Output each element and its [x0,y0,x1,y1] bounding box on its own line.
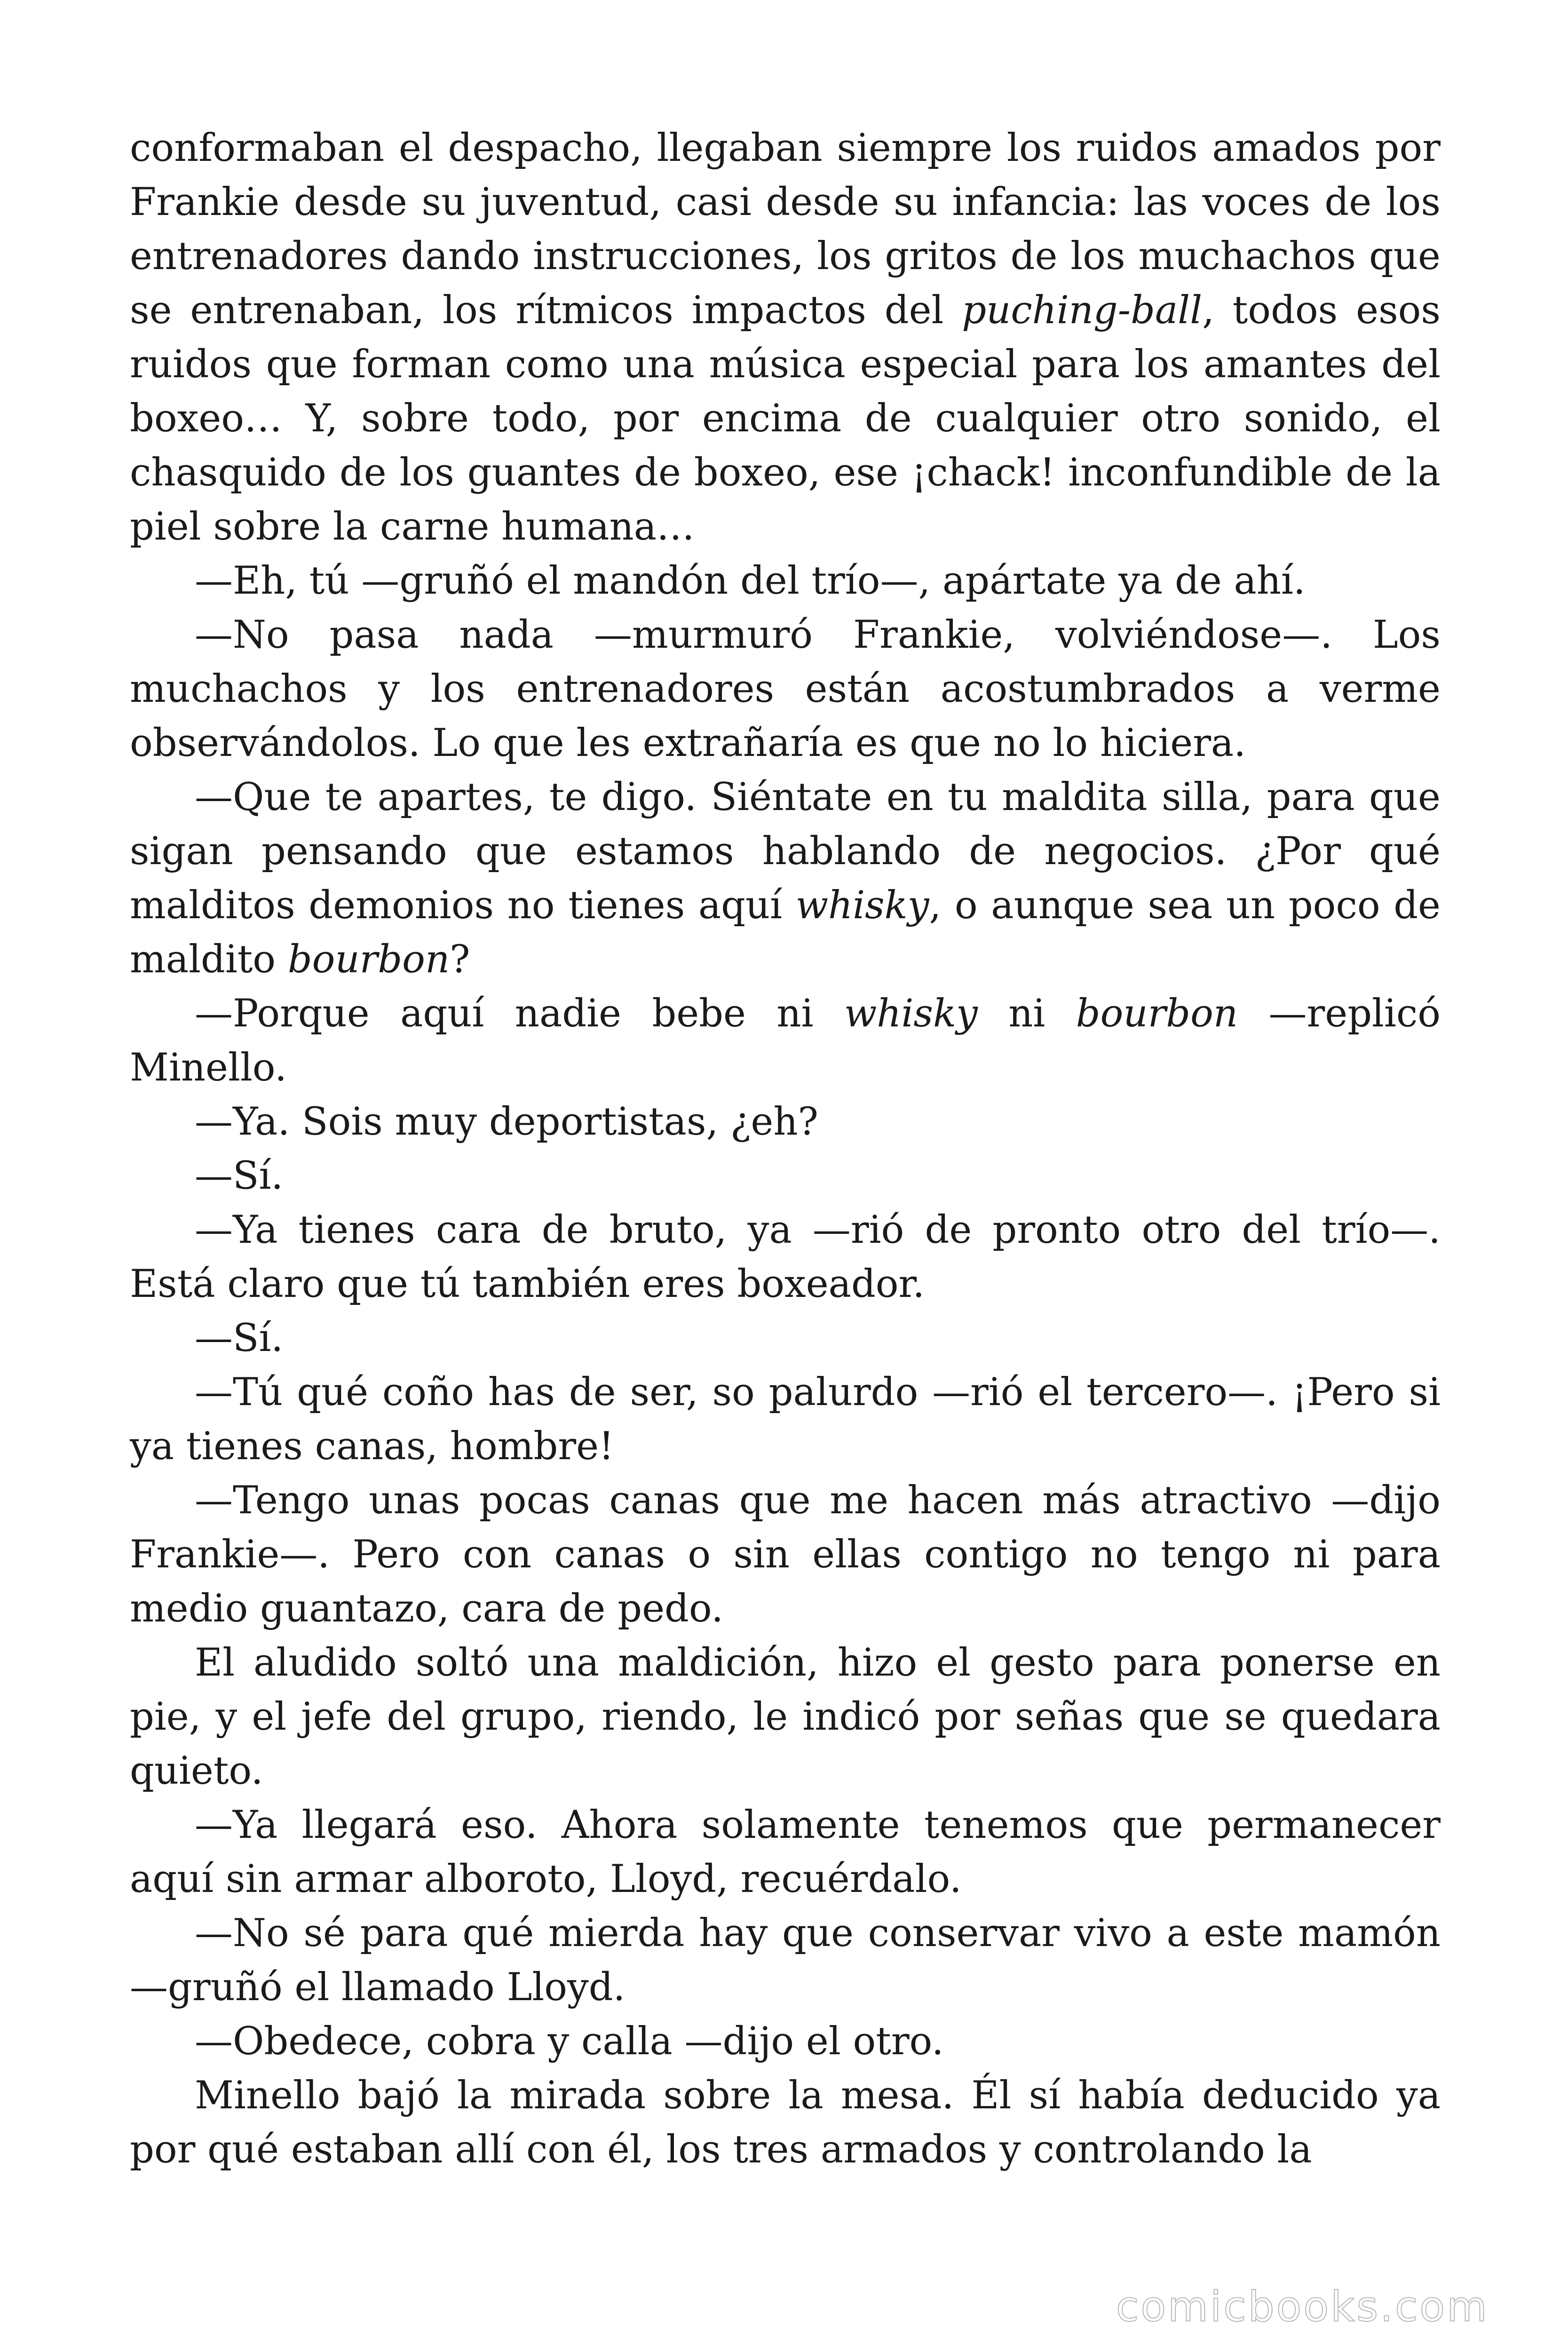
text-run: —Ya tienes cara de bruto, ya —rió de pronto otro del trío—. Está claro que tú también eres boxeador. [130,1208,1441,1306]
text-run: —Tú qué coño has de ser, so palurdo —rió el tercero—. ¡Pero si ya tienes canas, hombre! [130,1370,1441,1469]
italic-run: whisky [844,992,978,1036]
text-run: , o aunque sea un poco de maldito [130,883,1441,982]
text-run: —Sí. [195,1316,284,1360]
text-run: Minello bajó la mirada sobre la mesa. Él sí había deducido ya por qué estaban allí con él, los tres armados y controlando la [130,2074,1441,2172]
paragraph-8 [130,1203,1441,1311]
paragraph-9 [130,1311,1441,1366]
paragraph-1 [130,121,1441,554]
body-text [130,121,1441,2177]
paragraph-13 [130,1798,1441,1907]
paragraph-3 [130,608,1441,771]
paragraph-6 [130,1095,1441,1149]
paragraph-5 [130,987,1441,1095]
paragraph-2 [130,554,1441,608]
text-run: —replicó Minello. [130,992,1441,1090]
text-run: —Obedece, cobra y calla —dijo el otro. [195,2019,944,2064]
paragraph-4 [130,771,1441,987]
paragraph-12 [130,1636,1441,1798]
paragraph-10 [130,1366,1441,1474]
paragraph-11 [130,1474,1441,1636]
paragraph-7 [130,1149,1441,1203]
paragraph-15 [130,2015,1441,2069]
text-run: —No pasa nada —murmuró Frankie, volviéndose—. Los muchachos y los entrenadores están acostumbrados a verme observándolos. Lo que les extrañaría es que no lo hiciera. [130,613,1441,765]
italic-run: whisky [795,883,929,928]
watermark: comicbooks.com [1116,2282,1489,2331]
italic-run: bourbon [287,938,450,982]
text-run: El aludido soltó una maldición, hizo el gesto para ponerse en pie, y el jefe del grupo, riendo, le indicó por señas que se quedara quieto. [130,1641,1441,1793]
text-run: ? [450,938,470,982]
text-run: , todos esos ruidos que forman como una música especial para los amantes del boxeo… Y, sobre todo, por encima de cualquier otro sonido, el chasquido de los guantes de boxeo, ese ¡chack! inconfundible de la piel sobre la carne humana… [130,288,1441,549]
text-run: —Eh, tú —gruñó el mandón del trío—, apártate ya de ahí. [195,559,1306,603]
text-run: —Sí. [195,1154,284,1198]
text-run: —Tengo unas pocas canas que me hacen más atractivo —dijo Frankie—. Pero con canas o sin ellas contigo no tengo ni para medio guantazo, cara de pedo. [130,1478,1441,1631]
italic-run: puching-ball [962,288,1203,333]
text-run: —No sé para qué mierda hay que conservar vivo a este mamón —gruñó el llamado Lloyd. [130,1911,1441,2010]
paragraph-14 [130,1907,1441,2015]
italic-run: bourbon [1076,992,1238,1036]
text-run: conformaban el despacho, llegaban siempre los ruidos amados por Frankie desde su juventud, casi desde su infancia: las voces de los entrenadores dando instrucciones, los gritos de los muchachos que se entrenaban, los rítmicos impactos del [130,126,1441,333]
text-run: —Porque aquí nadie bebe ni [195,992,844,1036]
text-run: —Que te apartes, te digo. Siéntate en tu maldita silla, para que sigan pensando que estamos hablando de negocios. ¿Por qué malditos demonios no tienes aquí [130,775,1441,928]
text-run: ni [977,992,1076,1036]
text-run: —Ya. Sois muy deportistas, ¿eh? [195,1100,818,1144]
text-run: —Ya llegará eso. Ahora solamente tenemos que permanecer aquí sin armar alboroto, Lloyd, recuérdalo. [130,1803,1441,1901]
paragraph-16 [130,2069,1441,2177]
